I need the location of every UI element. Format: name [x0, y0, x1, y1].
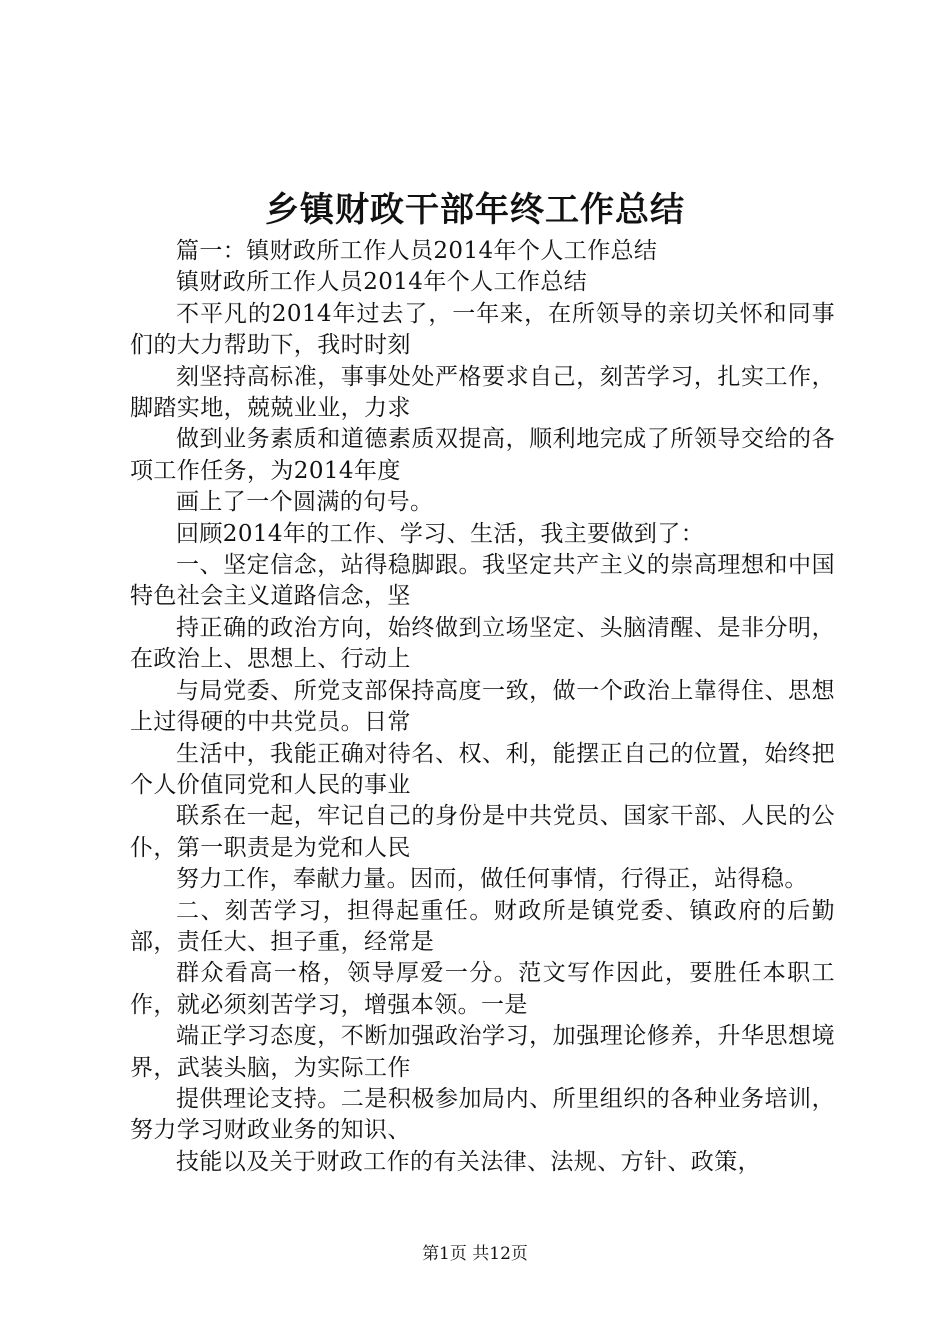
paragraph: 努力工作，奉献力量。因而，做任何事情，行得正，站得稳。	[176, 866, 808, 893]
paragraph: 不平凡的2014年过去了，一年来，在所领导的亲切关怀和同事们的大力帮助下，我时时刻	[130, 300, 835, 359]
paragraph: 群众看高一格，领导厚爱一分。范文写作因此，要胜任本职工作，就必须刻苦学习，增强本领。一是	[130, 960, 835, 1018]
paragraph: 一、坚定信念，站得稳脚跟。我坚定共产主义的崇高理想和中国特色社会主义道路信念，坚	[130, 552, 835, 610]
paragraph: 生活中，我能正确对待名、权、利，能摆正自己的位置，始终把个人价值同党和人民的事业	[130, 740, 835, 798]
paragraph: 技能以及关于财政工作的有关法律、法规、方针、政策，	[176, 1148, 761, 1175]
page-footer: 第1页 共12页	[422, 1244, 528, 1264]
paragraph: 刻坚持高标准，事事处处严格要求自己，刻苦学习，扎实工作，脚踏实地，兢兢业业，力求	[130, 363, 835, 422]
paragraph: 篇一：镇财政所工作人员2014年个人工作总结	[176, 238, 658, 264]
document-body	[130, 236, 835, 1178]
document-title: 乡镇财政干部年终工作总结	[265, 190, 685, 230]
paragraph: 回顾2014年的工作、学习、生活，我主要做到了：	[176, 520, 705, 547]
paragraph: 二、刻苦学习，担得起重任。财政所是镇党委、镇政府的后勤部，责任大、担子重，经常是	[130, 897, 835, 955]
paragraph: 端正学习态度，不断加强政治学习，加强理论修养，升华思想境界，武装头脑，为实际工作	[130, 1023, 835, 1081]
paragraph: 做到业务素质和道德素质双提高，顺利地完成了所领导交给的各项工作任务，为2014年度	[130, 426, 835, 484]
paragraph: 与局党委、所党支部保持高度一致，做一个政治上靠得住、思想上过得硬的中共党员。日常	[130, 677, 835, 736]
paragraph: 持正确的政治方向，始终做到立场坚定、头脑清醒、是非分明，在政治上、思想上、行动上	[130, 614, 835, 673]
paragraph: 镇财政所工作人员2014年个人工作总结	[176, 269, 588, 296]
paragraph: 提供理论支持。二是积极参加局内、所里组织的各种业务培训，努力学习财政业务的知识、	[130, 1085, 835, 1144]
paragraph: 画上了一个圆满的句号。	[176, 489, 434, 516]
paragraph: 联系在一起，牢记自己的身份是中共党员、国家干部、人民的公仆，第一职责是为党和人民	[130, 803, 835, 861]
